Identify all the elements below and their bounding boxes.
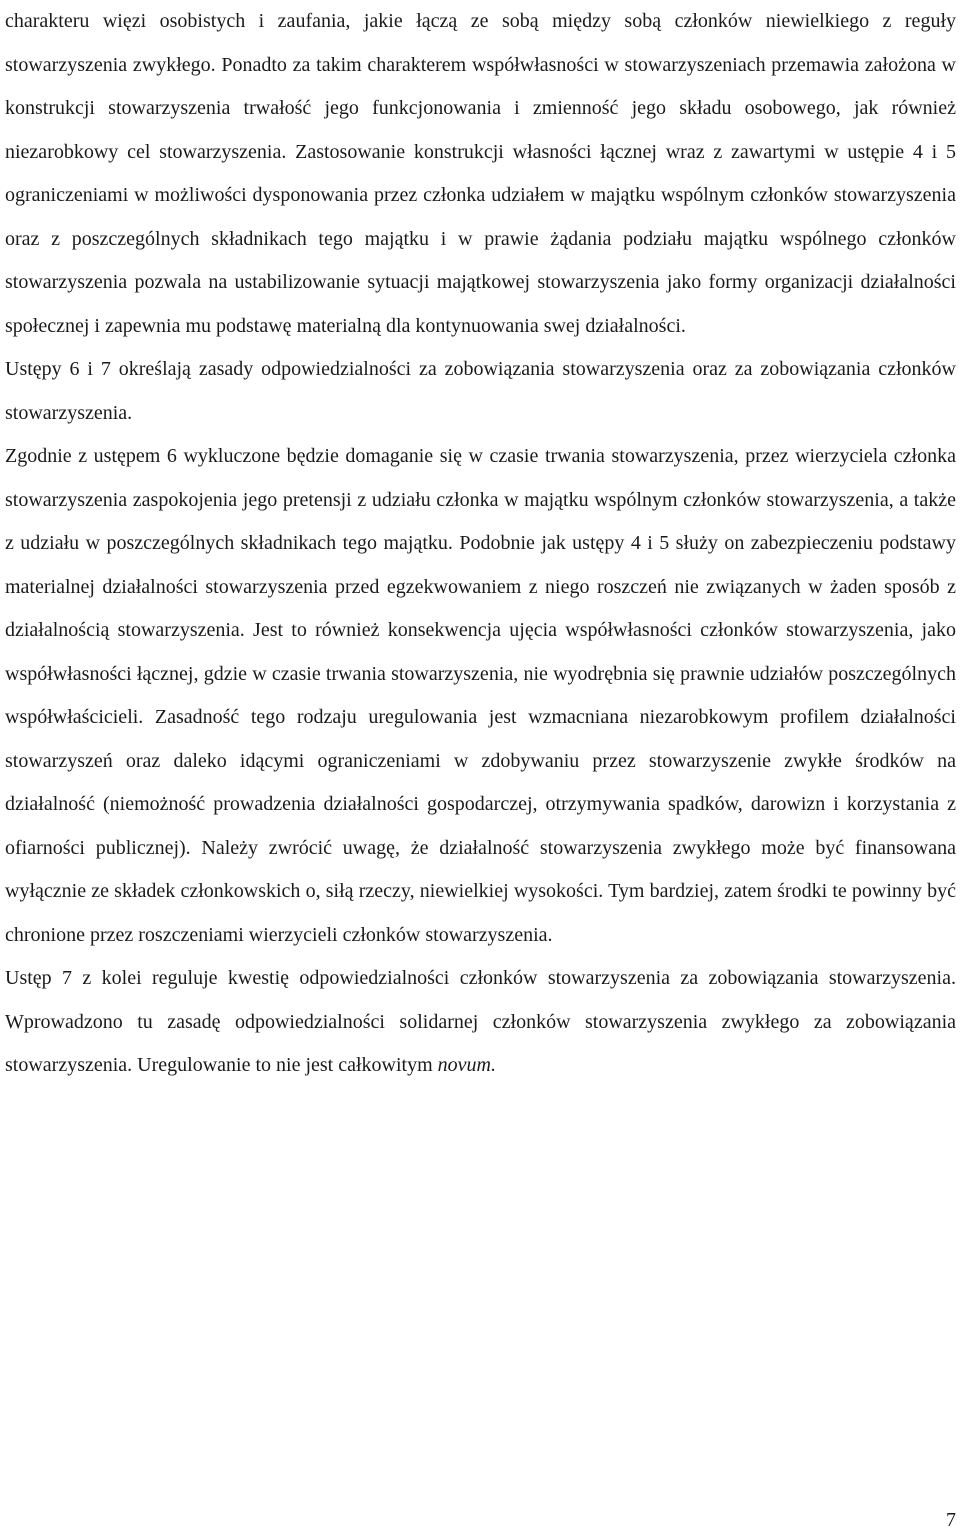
page-number: 7 [946,1509,956,1531]
paragraph-section-6: Zgodnie z ustępem 6 wykluczone będzie domaganie się w czasie trwania stowarzyszenia, przez wierzyciela członka stowarzyszenia zaspokojenia jego pretensji z udziału członka w majątku wspólnym członków stowarzyszenia, a także z udziału w poszczególnych składnikach tego majątku. Podobnie jak ustępy 4 i 5 służy on zabezpieczeniu podstawy materialnej działalności stowarzyszenia przed egzekwowaniem z niego roszczeń nie związanych w żaden sposób z działalnością stowarzyszenia. Jest to również konsekwencja ujęcia współwłasności członków stowarzyszenia, jako współwłasności łącznej, gdzie w czasie trwania stowarzyszenia, nie wyodrębnia się prawnie udziałów poszczególnych współwłaścicieli. Zasadność tego rodzaju uregulowania jest wzmacniana niezarobkowym profilem działalności stowarzyszeń oraz daleko idącymi ograniczeniami w zdobywaniu przez stowarzyszenie zwykłe środków na działalność (niemożność prowadzenia działalności gospodarczej, otrzymywania spadków, darowizn i korzystania z ofiarności publicznej). Należy zwrócić uwagę, że działalność stowarzyszenia zwykłego może być finansowana wyłącznie ze składek członkowskich o, siłą rzeczy, niewielkiej wysokości. Tym bardziej, zatem środki te powinny być chronione przez roszczeniami wierzycieli członków stowarzyszenia. [5,445,956,946]
paragraph-ownership-character: charakteru więzi osobistych i zaufania, jakie łączą ze sobą między sobą członków niewielkiego z reguły stowarzyszenia zwykłego. Ponadto za takim charakterem współwłasności w stowarzyszeniach przemawia założona w konstrukcji stowarzyszenia trwałość jego funkcjonowania i zmienność jego składu osobowego, jak również niezarobkowy cel stowarzyszenia. Zastosowanie konstrukcji własności łącznej wraz z zawartymi w ustępie 4 i 5 ograniczeniami w możliwości dysponowania przez członka udziałem w majątku wspólnym członków stowarzyszenia oraz z poszczególnych składnikach tego majątku i w prawie żądania podziału majątku wspólnego członków stowarzyszenia pozwala na ustabilizowanie sytuacji majątkowej stowarzyszenia jako formy organizacji działalności społecznej i zapewnia mu podstawę materialną dla kontynuowania swej działalności. [5,10,956,337]
paragraph-section-7-text: Ustęp 7 z kolei reguluje kwestię odpowiedzialności członków stowarzyszenia za zobowiązania stowarzyszenia. Wprowadzono tu zasadę odpowiedzialności solidarnej członków stowarzyszenia zwykłego za zobowiązania stowarzyszenia. Uregulowanie to nie jest całkowitym [5,967,956,1076]
document-body [5,0,956,1088]
paragraph-liability-overview: Ustępy 6 i 7 określają zasady odpowiedzialności za zobowiązania stowarzyszenia oraz za zobowiązania członków stowarzyszenia. [5,358,956,424]
paragraph-section-7 [5,957,956,1088]
italic-term-novum: novum. [437,1054,496,1076]
